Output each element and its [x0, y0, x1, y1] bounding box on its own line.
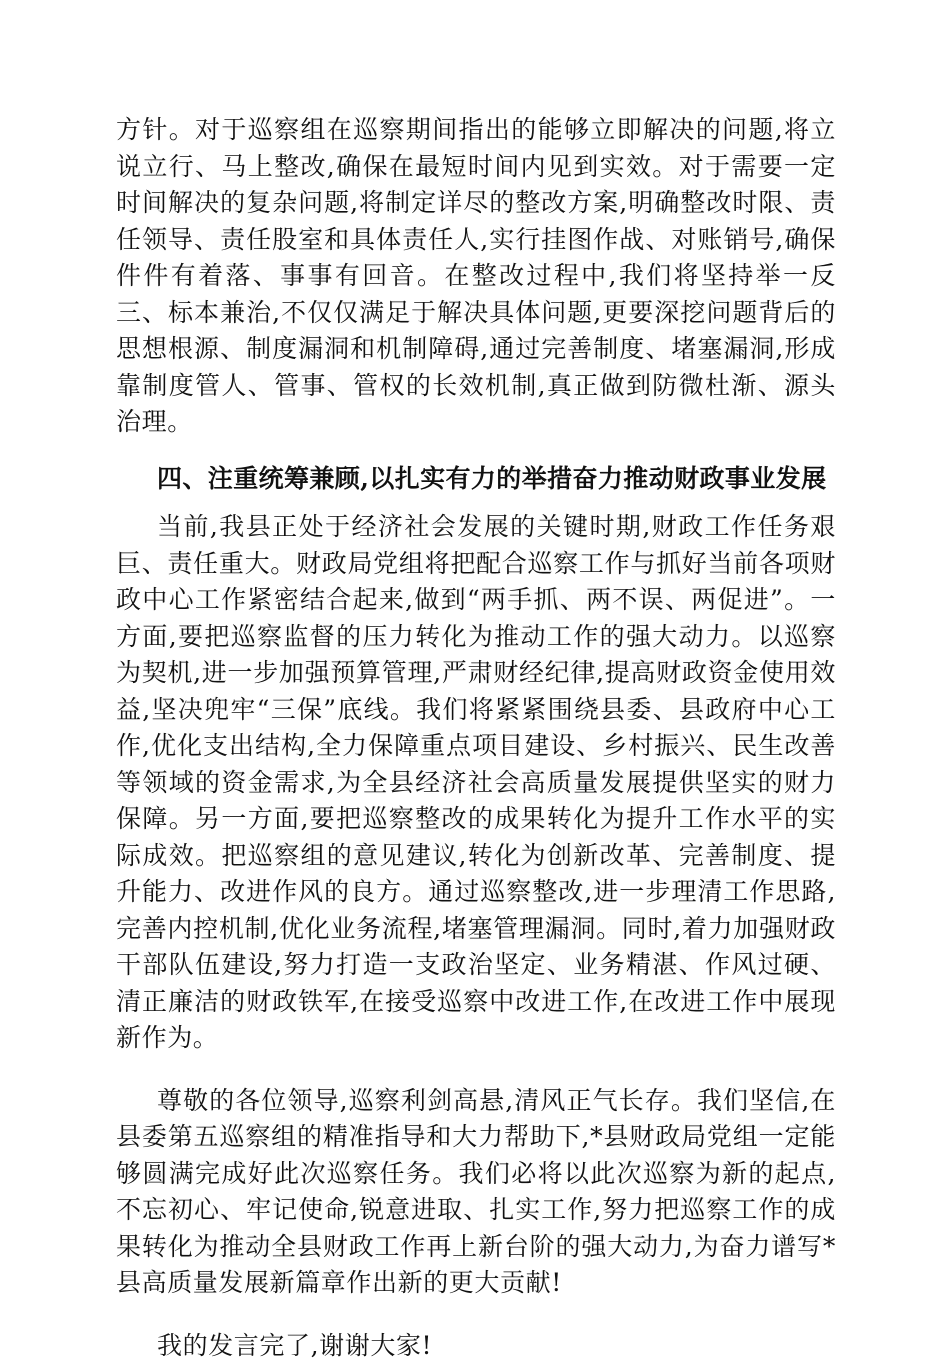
- document-body: [116, 112, 836, 1364]
- paragraph-spacer: [116, 1302, 836, 1328]
- paragraph-finance-development: 当前,我县正处于经济社会发展的关键时期,财政工作任务艰巨、责任重大。财政局党组将把配合巡察工作与抓好当前各项财政中心工作紧密结合起来,做到“两手抓、两不误、两促进”。一方面,要把巡察监督的压力转化为推动工作的强大动力。以巡察为契机,进一步加强预算管理,严肃财经纪律,提高财政资金使用效益,坚决兜牢“三保”底线。我们将紧紧围绕县委、县政府中心工作,优化支出结构,全力保障重点项目建设、乡村振兴、民生改善等领域的资金需求,为全县经济社会高质量发展提供坚实的财力保障。另一方面,要把巡察整改的成果转化为提升工作水平的实际成效。把巡察组的意见建议,转化为创新改革、完善制度、提升能力、改进作风的良方。通过巡察整改,进一步理清工作思路,完善内控机制,优化业务流程,堵塞管理漏洞。同时,着力加强财政干部队伍建设,努力打造一支政治坚定、业务精湛、作风过硬、清正廉洁的财政铁军,在接受巡察中改进工作,在改进工作中展现新作为。: [116, 509, 836, 1057]
- paragraph-spacer: [116, 441, 836, 461]
- paragraph-spacer: [116, 497, 836, 509]
- paragraph-closing-pledge: 尊敬的各位领导,巡察利剑高悬,清风正气长存。我们坚信,在县委第五巡察组的精准指导和大力帮助下,*县财政局党组一定能够圆满完成好此次巡察任务。我们必将以此次巡察为新的起点,不忘初心、牢记使命,锐意进取、扎实工作,努力把巡察工作的成果转化为推动全县财政工作再上新台阶的强大动力,为奋力谱写*县高质量发展新篇章作出新的更大贡献!: [116, 1083, 836, 1302]
- paragraph-spacer: [116, 1057, 836, 1083]
- paragraph-rectification-continued: 方针。对于巡察组在巡察期间指出的能够立即解决的问题,将立说立行、马上整改,确保在最短时间内见到实效。对于需要一定时间解决的复杂问题,将制定详尽的整改方案,明确整改时限、责任领导、责任股室和具体责任人,实行挂图作战、对账销号,确保件件有着落、事事有回音。在整改过程中,我们将坚持举一反三、标本兼治,不仅仅满足于解决具体问题,更要深挖问题背后的思想根源、制度漏洞和机制障碍,通过完善制度、堵塞漏洞,形成靠制度管人、管事、管权的长效机制,真正做到防微杜渐、源头治理。: [116, 112, 836, 441]
- section-heading-four: 四、注重统筹兼顾,以扎实有力的举措奋力推动财政事业发展: [116, 461, 836, 498]
- paragraph-thanks: 我的发言完了,谢谢大家!: [116, 1328, 836, 1364]
